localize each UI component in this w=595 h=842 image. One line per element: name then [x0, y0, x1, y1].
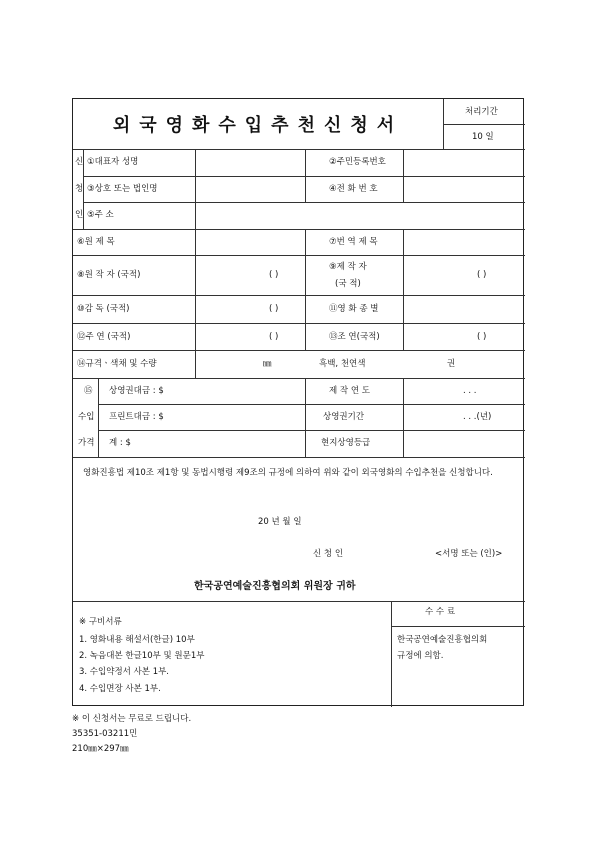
screening-period-label: 상영권기간 [323, 412, 365, 422]
line [73, 255, 525, 256]
total-label: 계 : $ [109, 438, 131, 448]
signature-placeholder: <서명 또는 (인)> [435, 549, 503, 559]
line [73, 378, 525, 379]
phone-label: ④전 화 번 호 [329, 184, 378, 194]
applicant-section-char: 신 [75, 157, 84, 167]
applicant-section-char: 인 [75, 210, 84, 220]
docs-header: ※ 구비서류 [79, 617, 122, 627]
line [98, 404, 525, 405]
line [305, 149, 306, 202]
director-label: ⑩감 독 (국적) [77, 304, 130, 314]
print-fee-label: 프린트대금 : $ [109, 412, 164, 422]
price-section-char: 가격 [78, 438, 95, 448]
specs-color: 흑백, 천연색 [319, 359, 366, 369]
line [73, 457, 525, 458]
line [391, 626, 525, 627]
line [443, 124, 525, 125]
applicant-section-char: 청 [75, 184, 84, 194]
free-note: ※ 이 신청서는 무료로 드립니다. [72, 714, 192, 724]
line [403, 229, 404, 350]
line [73, 149, 525, 150]
specs-label: ⑭규격ㆍ색채 및 수량 [77, 359, 157, 369]
recipient-line: 한국공연예술진흥협의회 위원장 귀하 [194, 581, 356, 592]
trans-title-label: ⑦번 역 제 목 [329, 237, 378, 247]
price-section-char: 수입 [78, 412, 95, 422]
line [443, 99, 444, 149]
docs-item: 3. 수입약정서 사본 1부. [79, 667, 170, 677]
fee-text: 규정에 의함. [397, 651, 444, 661]
line [98, 430, 525, 431]
screening-period-value: . . .(년) [463, 412, 492, 422]
line [73, 295, 525, 296]
producer-label: ⑨제 작 자 [329, 262, 367, 272]
line [73, 601, 525, 602]
resident-no-label: ②주민등록번호 [329, 157, 386, 167]
line [403, 149, 404, 202]
application-form [72, 98, 524, 706]
form-title: 외국영화수입추천신청서 [112, 115, 404, 136]
line [391, 601, 392, 707]
processing-period-label: 처리기간 [465, 107, 498, 117]
lead-actor-nationality: ( ) [269, 332, 279, 342]
fee-header: 수 수 료 [425, 607, 456, 617]
docs-item: 2. 녹음대본 한글10부 및 원문1부 [79, 651, 205, 661]
support-actor-nationality: ( ) [477, 332, 487, 342]
footer-notes [72, 712, 191, 757]
orig-title-label: ⑥원 제 목 [77, 237, 115, 247]
line [195, 149, 196, 378]
prod-year-value: . . . [463, 386, 477, 396]
address-label: ⑤주 소 [87, 210, 114, 220]
director-nationality: ( ) [269, 304, 279, 314]
line [73, 350, 525, 351]
line [83, 176, 525, 177]
price-section-number: ⑮ [84, 386, 93, 396]
form-code: 35351-03211민 [72, 729, 138, 739]
orig-author-label: ⑧원 작 자 (국적) [77, 270, 141, 280]
line [403, 378, 404, 457]
genre-label: ⑪영 화 종 별 [329, 304, 379, 314]
docs-item: 1. 영화내용 해설서(한글) 10부 [79, 635, 195, 645]
date-line: 20 년 월 일 [258, 517, 302, 527]
line [305, 229, 306, 350]
local-rating-label: 현지상영등급 [321, 438, 371, 448]
applicant-signature-label: 신 청 인 [313, 549, 344, 559]
processing-period-value: 10 일 [472, 132, 494, 142]
specs-mm: ㎜ [263, 359, 272, 369]
docs-item: 4. 수입면장 사본 1부. [79, 684, 161, 694]
line [73, 229, 525, 230]
fee-text: 한국공연예술진흥협의회 [397, 635, 488, 645]
line [305, 378, 306, 457]
orig-author-nationality: ( ) [269, 270, 279, 280]
specs-reels: 권 [447, 359, 456, 369]
company-name-label: ③상호 또는 법인명 [87, 184, 158, 194]
producer-nationality: ( ) [477, 270, 487, 280]
line [98, 378, 99, 457]
support-actor-label: ⑬조 연(국적) [329, 332, 380, 342]
line [73, 323, 525, 324]
paper-size: 210㎜×297㎜ [72, 744, 129, 754]
rights-fee-label: 상영권대금 : $ [109, 386, 164, 396]
lead-actor-label: ⑫주 연 (국적) [77, 332, 131, 342]
line [83, 202, 525, 203]
application-statement: 영화진흥법 제10조 제1항 및 동법시행령 제9조의 규정에 의하여 위와 같이 외국영화의 수입추천을 신청합니다. [83, 468, 493, 478]
prod-year-label: 제 작 연 도 [329, 386, 370, 396]
rep-name-label: ①대표자 성명 [87, 157, 139, 167]
producer-nationality-label: (국 적) [335, 279, 361, 289]
